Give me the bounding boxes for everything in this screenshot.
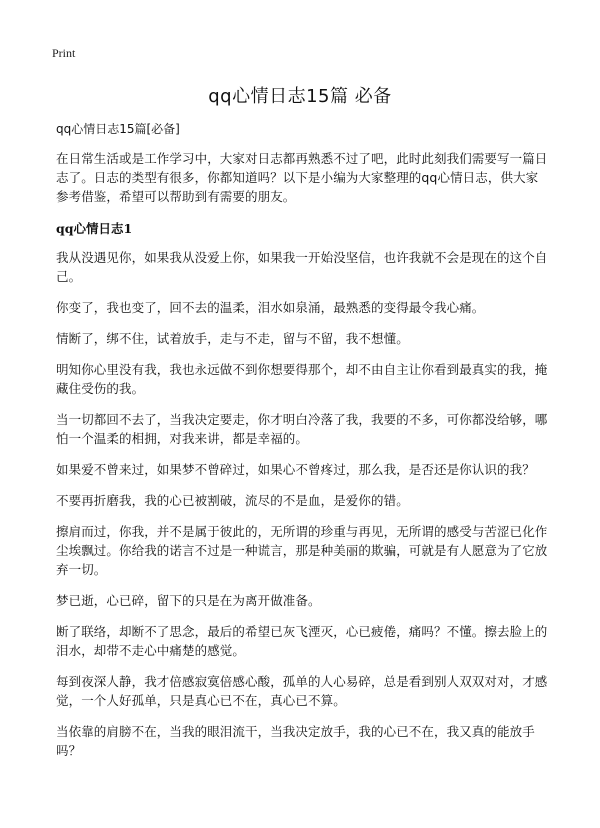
print-link[interactable]: Print	[52, 46, 76, 60]
paragraph: 当依靠的肩膀不在，当我的眼泪流干，当我决定放手，我的心已不在，我又真的能放手吗？	[56, 724, 535, 758]
paragraph: 每到夜深人静，我才倍感寂寞倍感心酸，孤单的人心易碎，总是看到别人双双对对，才感觉，一个人好孤单，只是真心已不在，真心已不算。	[56, 674, 548, 708]
paragraph: 擦肩而过，你我，并不是属于彼此的，无所谓的珍重与再见，无所谓的感受与苦涩已化作尘埃飘过。你给我的诺言不过是一种谎言，那是种美丽的欺骗，可就是有人愿意为了它放弃一切。	[56, 524, 548, 577]
paragraph: 当一切都回不去了，当我决定要走，你才明白冷落了我，我要的不多，可你都没给够，哪怕一个温柔的相拥，对我来讲，都是幸福的。	[56, 412, 548, 446]
paragraph: 我从没遇见你，如果我从没爱上你，如果我一开始没坚信，也许我就不会是现在的这个自己。	[56, 250, 548, 284]
paragraph: 梦已逝，心已碎，留下的只是在为离开做准备。	[56, 593, 321, 608]
article-subtitle: qq心情日志15篇[必备]	[56, 122, 180, 136]
intro-paragraph: 在日常生活或是工作学习中，大家对日志都再熟悉不过了吧，此时此刻我们需要写一篇日志了。日志的类型有很多，你都知道吗？以下是小编为大家整理的qq心情日志，供大家参考借鉴，希望可以帮助到有需要的朋友。	[56, 151, 548, 204]
paragraph: 你变了，我也变了，回不去的温柔，泪水如泉涌，最熟悉的变得最令我心痛。	[56, 300, 485, 315]
paragraph: 明知你心里没有我，我也永远做不到你想要得那个，却不由自主让你看到最真实的我，掩藏住受伤的我。	[56, 362, 548, 396]
paragraph: 不要再折磨我，我的心已被割破，流尽的不是血，是爱你的错。	[56, 493, 409, 508]
paragraph: 断了联络，却断不了思念，最后的希望已灰飞湮灭，心已疲倦，痛吗？不懂。擦去脸上的泪水，却带不走心中痛楚的感觉。	[56, 624, 548, 658]
section-heading: qq心情日志1	[56, 221, 133, 236]
paragraph: 情断了，绑不住，试着放手，走与不走，留与不留，我不想懂。	[56, 331, 409, 346]
article-body	[56, 120, 548, 772]
page-title: qq心情日志15篇 必备	[208, 86, 392, 107]
paragraph: 如果爱不曾来过，如果梦不曾碎过，如果心不曾疼过，那么我，是否还是你认识的我？	[56, 462, 535, 477]
